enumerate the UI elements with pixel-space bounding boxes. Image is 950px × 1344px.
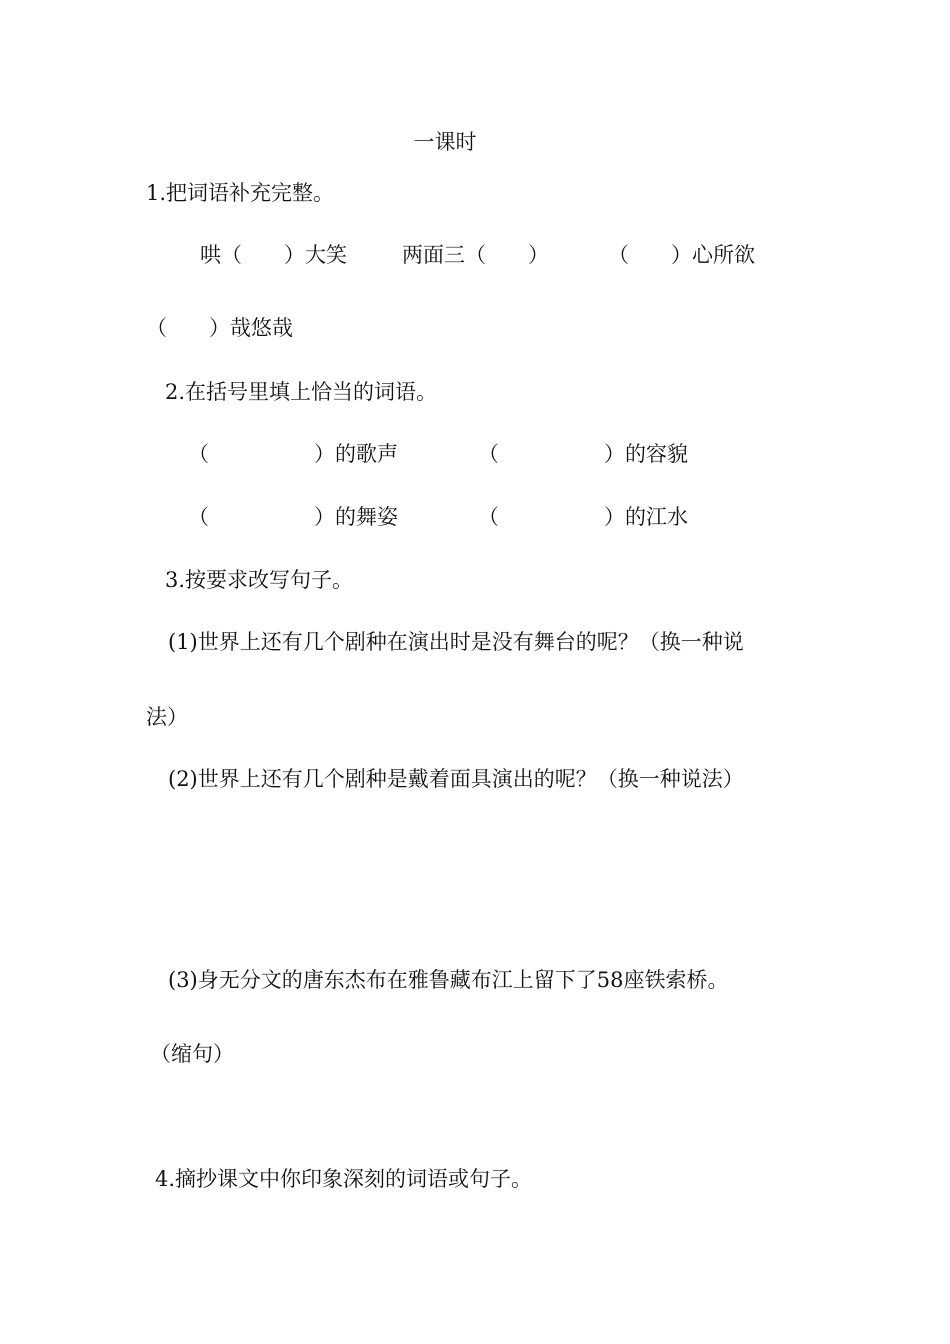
q3-sentence-2: (2)世界上还有几个剧种是戴着面具演出的呢？（换一种说法） <box>168 767 744 791</box>
q3-sentence-3-line-1: (3)身无分文的唐东杰布在雅鲁藏布江上留下了58座铁索桥。 <box>168 968 729 992</box>
q3-sentence-1-line-1: (1)世界上还有几个剧种在演出时是没有舞台的呢？（换一种说 <box>168 630 744 654</box>
q1-blank-item-1: 哄（ ）大笑 <box>200 243 347 267</box>
question-2-heading: 2.在括号里填上恰当的词语。 <box>165 380 438 404</box>
q1-blank-item-4: （ ）哉悠哉 <box>146 316 293 340</box>
q2-blank-item-1: （ ）的歌声 <box>188 442 398 466</box>
question-1-heading: 1.把词语补充完整。 <box>146 181 335 205</box>
q2-blank-item-3: （ ）的舞姿 <box>188 505 398 529</box>
question-3-heading: 3.按要求改写句子。 <box>165 568 354 592</box>
question-4-heading: 4.摘抄课文中你印象深刻的词语或句子。 <box>155 1167 533 1191</box>
q3-sentence-1-line-2: 法） <box>146 705 188 729</box>
q1-blank-item-2: 两面三（ ） <box>402 243 549 267</box>
q2-blank-item-2: （ ）的容貌 <box>478 442 688 466</box>
q1-blank-item-3: （ ）心所欲 <box>608 243 755 267</box>
page-title: 一课时 <box>413 130 477 154</box>
q3-sentence-3-line-2: （缩句） <box>150 1042 234 1066</box>
q2-blank-item-4: （ ）的江水 <box>478 505 688 529</box>
